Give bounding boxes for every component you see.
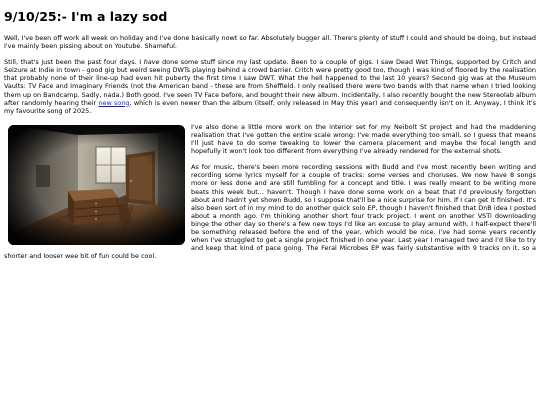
post-paragraph-1: Well, I've been off work all week on holiday and I've done basically nowt so far. Absolutely bugger all. There's plenty of stuff I could and should be doing, but instead I've mainly been pissing about on Youtube. Shameful.: [4, 34, 536, 51]
post-paragraph-4: As for music, there's been more recording sessions with Budd and I've most recently been writing and recording some lyrics myself for a couple of tracks: some verses and choruses. We now have 8 songs more or less done and are still fumbling for a concept and title. I was really meant to be writing more beats this week but... haven't. Though I have done some work on a beat that I'd previously forgotten about and hadn't yet shown Budd, so I suppose that'll be a nice surprise for him. If I can get it finished. It's also been sort of in my mind to do another quick solo EP, though I haven't finished that DnB idea I posted about a month ago. I'm thinking another short four track project. I went on another VSTi downloading binge the other day so there's a few new toys I'd like an excuse to play around with. I half-expect there'll be something released before the end of the year, which would be nice. I've had some years recently when I've struggled to get a single project finished in one year. Last year I managed two and I'd like to try and keep that kind of pace going. The Feral Microbes EP was fairly substantive with 9 tracks on it, so a shorter and looser wee bit of fun could be cool.: [4, 163, 536, 261]
post-title: 9/10/25:- I'm a lazy sod: [4, 9, 168, 24]
paragraph-2-emphasis: have: [143, 58, 160, 67]
interior-render-image: [8, 125, 185, 245]
paragraph-2-text-c: , which is even newer than the album (itself, only released in May this year) and consequently isn't on it. Anyway, I think it's my favourite song of 2025.: [4, 98, 536, 115]
post-paragraph-2: [4, 58, 536, 115]
new-song-link[interactable]: new song: [98, 98, 130, 107]
post-paragraph-3: I've also done a little more work on the interior set for my Neibolt St project and had the maddening realisation that I've gotten the entire scale wrong: I've made everything too small, so I guess that means I'll just have to do some tweaking to lower the camera placement and maybe the focal length and hopefully it won't look too different from everything I've already rendered for the external shots.: [191, 122, 536, 156]
paragraph-2-text-b: done some stuff since my last update. Been to a couple of gigs. I saw Dead Wet Things, supported by Critch and Seizure at Indie in town - good gig but weird seeing DWTs playing behind a crowd barrier. Critch were pretty good too, though I was kind of floored by the realisation that probably none of their line-up had even hit puberty the first time I saw DWT. What the hell happened to the last 10 years? Second gig was at the Museum Vaults: TV Face and Imaginary Friends (not the American band - these are from Sheffield. I only realised there were two bands with that name when I tried looking them up on Bandcamp. Sadly, nada.) Both good. I've seen TV Face before, and bought their new album. Incidentally, I also recently bought the new Stereolab album after randomly hearing their: [4, 58, 537, 107]
paragraph-2-text-a: Still, that's just been the past four days. I: [4, 58, 144, 67]
